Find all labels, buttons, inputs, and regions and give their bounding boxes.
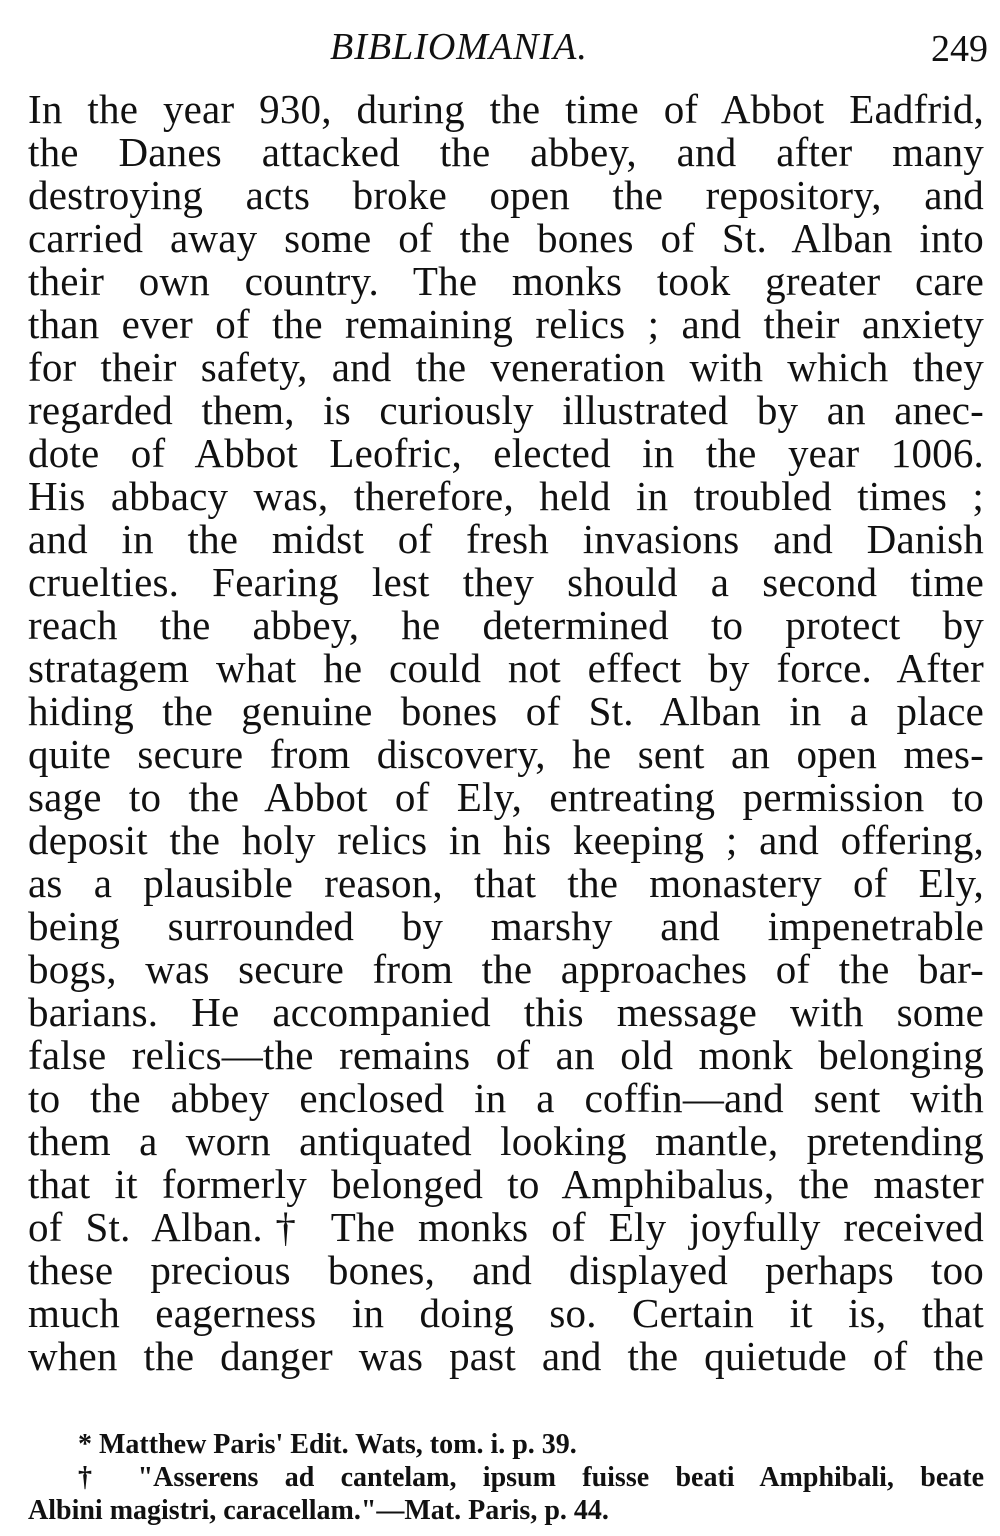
body-line: as a plausible reason, that the monastery of Ely, [28,860,984,906]
body-line: that it formerly belonged to Amphibalus, the master [28,1161,984,1207]
body-line: hiding the genuine bones of St. Alban in a place [28,688,984,734]
body-line: bogs, was secure from the approaches of the bar- [28,946,984,992]
body-line: than ever of the remaining relics ; and their anxiety [28,301,984,347]
body-line: His abbacy was, therefore, held in troubled times ; [28,473,984,519]
body-line: when the danger was past and the quietude of the [28,1333,984,1379]
body-text [28,88,984,1378]
footnote-dagger-line-1: † "Asserens ad cantelam, ipsum fuisse beati Amphibali, beate [78,1462,984,1493]
body-line: quite secure from discovery, he sent an open mes- [28,731,984,777]
body-line: stratagem what he could not effect by force. After [28,645,984,691]
body-line: being surrounded by marshy and impenetrable [28,903,984,949]
body-line: much eagerness in doing so. Certain it is, that [28,1290,984,1336]
body-line: and in the midst of fresh invasions and Danish [28,516,984,562]
footnote-asterisk: * Matthew Paris' Edit. Wats, tom. i. p. 39. [78,1429,577,1460]
body-line: to the abbey enclosed in a coffin—and sent with [28,1075,984,1121]
body-line: carried away some of the bones of St. Alban into [28,215,984,261]
body-line: dote of Abbot Leofric, elected in the year 1006. [28,430,984,476]
running-head [0,22,1000,72]
body-line: them a worn antiquated looking mantle, pretending [28,1118,984,1164]
body-line: deposit the holy relics in his keeping ; and offering, [28,817,984,863]
body-line: In the year 930, during the time of Abbot Eadfrid, [28,86,984,132]
running-title: BIBLIOMANIA. [330,26,588,68]
body-line: barians. He accompanied this message with some [28,989,984,1035]
body-line: regarded them, is curiously illustrated by an anec- [28,387,984,433]
body-line: cruelties. Fearing lest they should a second time [28,559,984,605]
page-number: 249 [931,28,988,70]
footnotes [28,1428,984,1527]
body-line: the Danes attacked the abbey, and after many [28,129,984,175]
body-line: these precious bones, and displayed perhaps too [28,1247,984,1293]
body-line: reach the abbey, he determined to protect by [28,602,984,648]
body-line: for their safety, and the veneration with which they [28,344,984,390]
body-line: their own country. The monks took greater care [28,258,984,304]
body-line: false relics—the remains of an old monk belonging [28,1032,984,1078]
body-line: of St. Alban.† The monks of Ely joyfully received [28,1204,984,1250]
body-line: destroying acts broke open the repository, and [28,172,984,218]
body-line: sage to the Abbot of Ely, entreating permission to [28,774,984,820]
footnote-dagger-line-2: Albini magistri, caracellam."—Mat. Paris, p. 44. [28,1495,609,1526]
